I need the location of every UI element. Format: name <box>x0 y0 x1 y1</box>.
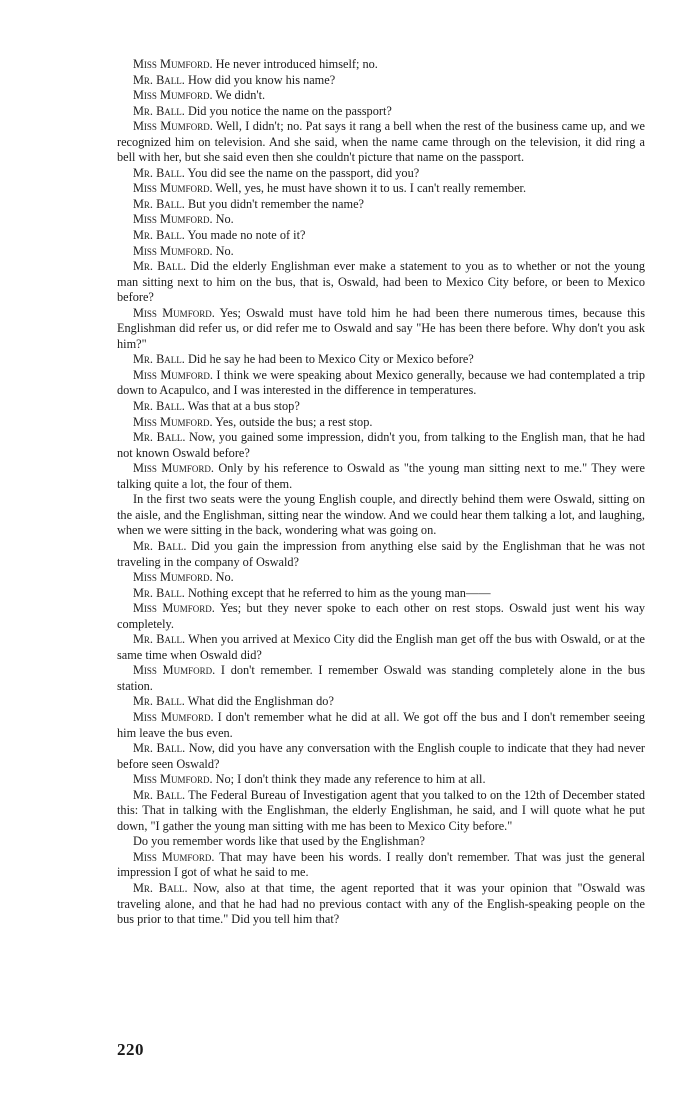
speech-text: Only by his reference to Oswald as "the young man sitting next to me." They were talking quite a lot, the four of them. <box>117 461 645 491</box>
speech-text: Do you remember words like that used by the Englishman? <box>133 834 425 849</box>
speech-text: We didn't. <box>215 88 266 103</box>
speaker-name: Mr. Ball . <box>133 73 185 87</box>
testimony-paragraph <box>117 368 645 399</box>
speaker-name: Miss Mumford . <box>133 368 213 382</box>
testimony-paragraph <box>117 772 645 788</box>
speech-text: No. <box>215 212 234 227</box>
speech-text: Yes; but they never spoke to each other on rest stops. Oswald just went his way completely. <box>117 601 645 631</box>
speaker-name: Mr. Ball . <box>133 166 185 180</box>
speaker-name: Miss Mumford . <box>133 850 214 864</box>
testimony-paragraph <box>117 399 645 415</box>
speaker-name: Miss Mumford . <box>133 212 213 226</box>
testimony-paragraph <box>117 788 645 835</box>
speech-text: Nothing except that he referred to him as the young man—— <box>187 585 491 600</box>
speaker-name: Miss Mumford . <box>133 119 213 133</box>
speech-text: Now, also at that time, the agent reported that it was your opinion that "Oswald was traveling alone, and that he had had no previous contact with any of the English-speaking people on the bus prior to that time." Did you tell him that? <box>117 880 645 927</box>
speech-text: Yes; Oswald must have told him he had been there numerous times, because this Englishman did refer us, or did refer me to Oswald and say "He has been there before. Why don't you ask him?" <box>117 305 645 351</box>
speaker-name: Miss Mumford . <box>133 415 213 429</box>
testimony-paragraph <box>117 244 645 260</box>
speech-text: Well, yes, he must have shown it to us. I can't really remember. <box>215 181 527 196</box>
speech-text: No; I don't think they made any reference to him at all. <box>215 772 486 787</box>
speaker-name: Mr. Ball . <box>133 399 185 413</box>
speech-text: You made no note of it? <box>187 228 306 243</box>
speaker-name: Miss Mumford . <box>133 244 213 258</box>
speech-text: No. <box>215 570 234 585</box>
speaker-name: Miss Mumford . <box>133 306 215 320</box>
speaker-name: Mr. Ball . <box>133 539 186 553</box>
speech-text: I don't remember. I remember Oswald was standing completely alone in the bus station. <box>117 663 645 693</box>
speaker-name: Mr. Ball . <box>133 259 186 273</box>
speaker-name: Miss Mumford . <box>133 181 213 195</box>
speech-text: But you didn't remember the name? <box>187 196 364 211</box>
speaker-name: Mr. Ball . <box>133 586 185 600</box>
testimony-paragraph <box>117 694 645 710</box>
testimony-paragraph <box>117 166 645 182</box>
speech-text: What did the Englishman do? <box>187 694 334 709</box>
speech-text: Yes, outside the bus; a rest stop. <box>215 414 373 429</box>
testimony-paragraph <box>117 570 645 586</box>
narrative-paragraph <box>117 492 645 539</box>
testimony-paragraph <box>117 352 645 368</box>
speaker-name: Mr. Ball . <box>133 228 185 242</box>
speech-text: When you arrived at Mexico City did the English man get off the bus with Oswald, or at the same time when Oswald did? <box>117 632 645 662</box>
speech-text: I don't remember what he did at all. We got off the bus and I don't remember seeing him leave the bus even. <box>117 709 646 740</box>
testimony-paragraph <box>117 259 645 306</box>
speaker-name: Mr. Ball . <box>133 632 185 646</box>
testimony-paragraph <box>117 88 645 104</box>
speech-text: He never introduced himself; no. <box>215 57 378 71</box>
testimony-paragraph <box>117 57 645 73</box>
page-number: 220 <box>117 1040 144 1059</box>
testimony-paragraph <box>117 632 645 663</box>
speaker-name: Mr. Ball . <box>133 788 185 802</box>
transcript-page <box>117 57 645 928</box>
speech-text: I think we were speaking about Mexico generally, because we had contemplated a trip down to Acapulco, and I was interested in the difference in temperatures. <box>117 367 645 398</box>
speaker-name: Miss Mumford . <box>133 772 213 786</box>
speech-text: The Federal Bureau of Investigation agent that you talked to on the 12th of December stated this: That in talking with the Englishman, the elderly Englishman, he said, and I will quote what he put down, "I gather the young man sitting with me has been to Mexico City before." <box>117 787 645 833</box>
speaker-name: Miss Mumford . <box>133 57 213 71</box>
speech-text: How did you know his name? <box>187 72 336 87</box>
speech-text: You did see the name on the passport, did you? <box>187 165 420 180</box>
speech-text: In the first two seats were the young English couple, and directly behind them were Oswald, sitting on the aisle, and the Englishman, sitting near the window. And we could hear them talking a lot, and laughing, when we were sitting in the back, wondering what was going on. <box>117 492 645 538</box>
speech-text: Did you gain the impression from anything else said by the Englishman that he was not traveling in the company of Oswald? <box>117 538 645 569</box>
speech-text: Well, I didn't; no. Pat says it rang a bell when the rest of the business came up, and we recognized him on television. And she said, when the name came through on the television, it did ring a bell with her, but she said even then she couldn't picture that name on the passport. <box>117 119 645 165</box>
speaker-name: Miss Mumford . <box>133 601 215 615</box>
speaker-name: Mr. Ball . <box>133 104 185 118</box>
speaker-name: Mr. Ball . <box>133 352 185 366</box>
speech-text: No. <box>215 243 234 258</box>
speaker-name: Mr. Ball . <box>133 881 188 895</box>
testimony-paragraph <box>117 663 645 694</box>
testimony-paragraph <box>117 710 645 741</box>
speech-text: Now, did you have any conversation with the English couple to indicate that they had never before seen Oswald? <box>117 741 645 771</box>
testimony-paragraph <box>117 850 645 881</box>
testimony-paragraph <box>117 741 645 772</box>
speaker-name: Mr. Ball . <box>133 694 185 708</box>
speech-text: That may have been his words. I really don't remember. That was just the general impression I got of what he said to me. <box>117 849 645 880</box>
speaker-name: Miss Mumford . <box>133 570 213 584</box>
speaker-name: Mr. Ball . <box>133 430 185 444</box>
testimony-paragraph <box>117 601 645 632</box>
speech-text: Did the elderly Englishman ever make a statement to you as to whether or not the young man sitting next to him on the bus, that is, Oswald, had been to Mexico City before, or been to Mexico before? <box>117 259 645 305</box>
testimony-paragraph <box>117 104 645 120</box>
speaker-name: Miss Mumford . <box>133 461 214 475</box>
speaker-name: Mr. Ball . <box>133 741 185 755</box>
testimony-paragraph <box>117 539 645 570</box>
testimony-paragraph <box>117 430 645 461</box>
testimony-paragraph <box>117 119 645 166</box>
testimony-paragraph <box>117 881 645 928</box>
testimony-paragraph <box>117 212 645 228</box>
testimony-paragraph <box>117 181 645 197</box>
speaker-name: Miss Mumford . <box>133 88 213 102</box>
speaker-name: Mr. Ball . <box>133 197 185 211</box>
speech-text: Now, you gained some impression, didn't you, from talking to the English man, that he had not known Oswald before? <box>117 430 645 460</box>
narrative-paragraph <box>117 834 645 850</box>
speaker-name: Miss Mumford . <box>133 710 214 724</box>
testimony-paragraph <box>117 461 645 492</box>
testimony-paragraph <box>117 415 645 431</box>
testimony-paragraph <box>117 306 645 353</box>
testimony-paragraph <box>117 586 645 602</box>
testimony-paragraph <box>117 197 645 213</box>
speech-text: Did he say he had been to Mexico City or Mexico before? <box>187 352 474 367</box>
testimony-paragraph <box>117 228 645 244</box>
speaker-name: Miss Mumford . <box>133 663 215 677</box>
speech-text: Was that at a bus stop? <box>187 399 300 414</box>
testimony-paragraph <box>117 73 645 89</box>
speech-text: Did you notice the name on the passport? <box>187 103 392 118</box>
